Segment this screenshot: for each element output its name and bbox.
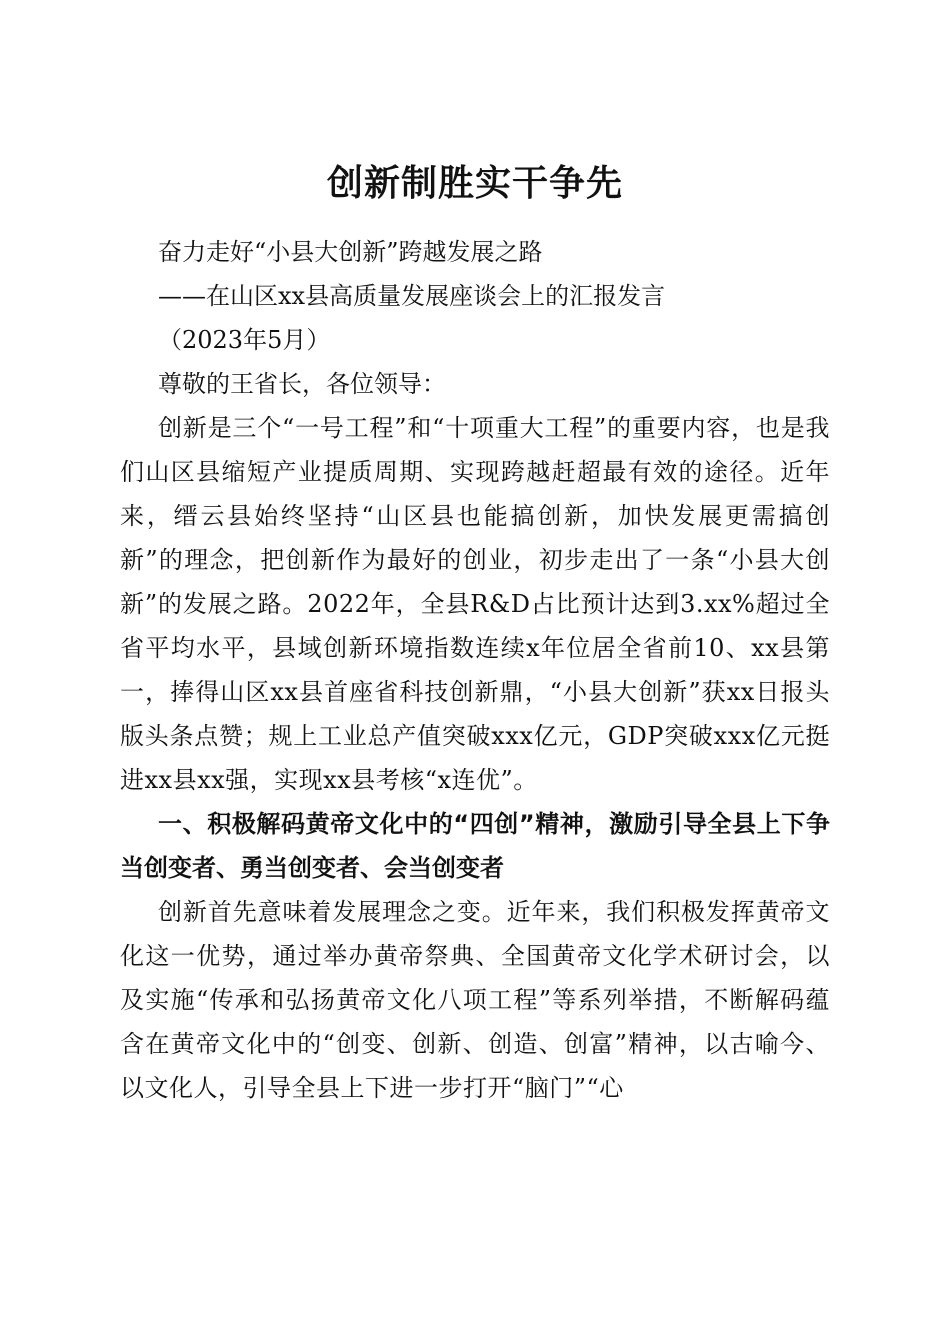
document-date: （2023年5月） xyxy=(158,326,331,354)
document-title: 创新制胜实干争先 xyxy=(326,163,623,205)
document-occasion: ——在山区xx县高质量发展座谈会上的汇报发言 xyxy=(158,282,666,310)
salutation: 尊敬的王省长，各位领导： xyxy=(158,370,446,398)
document-subtitle: 奋力走好“小县大创新”跨越发展之路 xyxy=(158,238,543,266)
document-body xyxy=(120,230,830,1110)
section-1-heading: 一、积极解码黄帝文化中的“四创”精神，激励引导全县上下争当创变者、勇当创变者、会当创变者 xyxy=(120,810,830,882)
intro-paragraph: 创新是三个“一号工程”和“十项重大工程”的重要内容，也是我们山区县缩短产业提质周期、实现跨越赶超最有效的途径。近年来，缙云县始终坚持“山区县也能搞创新，加快发展更需搞创新”的理念，把创新作为最好的创业，初步走出了一条“小县大创新”的发展之路。2022年，全县R&D占比预计达到3.xx%超过全省平均水平，县域创新环境指数连续x年位居全省前10、xx县第一，捧得山区xx县首座省科技创新鼎，“小县大创新”获xx日报头版头条点赞；规上工业总产值突破xxx亿元，GDP突破xxx亿元挺进xx县xx强，实现xx县考核“x连优”。 xyxy=(120,414,830,794)
section-1-paragraph: 创新首先意味着发展理念之变。近年来，我们积极发挥黄帝文化这一优势，通过举办黄帝祭典、全国黄帝文化学术研讨会，以及实施“传承和弘扬黄帝文化八项工程”等系列举措，不断解码蕴含在黄帝文化中的“创变、创新、创造、创富”精神，以古喻今、以文化人，引导全县上下进一步打开“脑门”“心 xyxy=(120,898,830,1102)
